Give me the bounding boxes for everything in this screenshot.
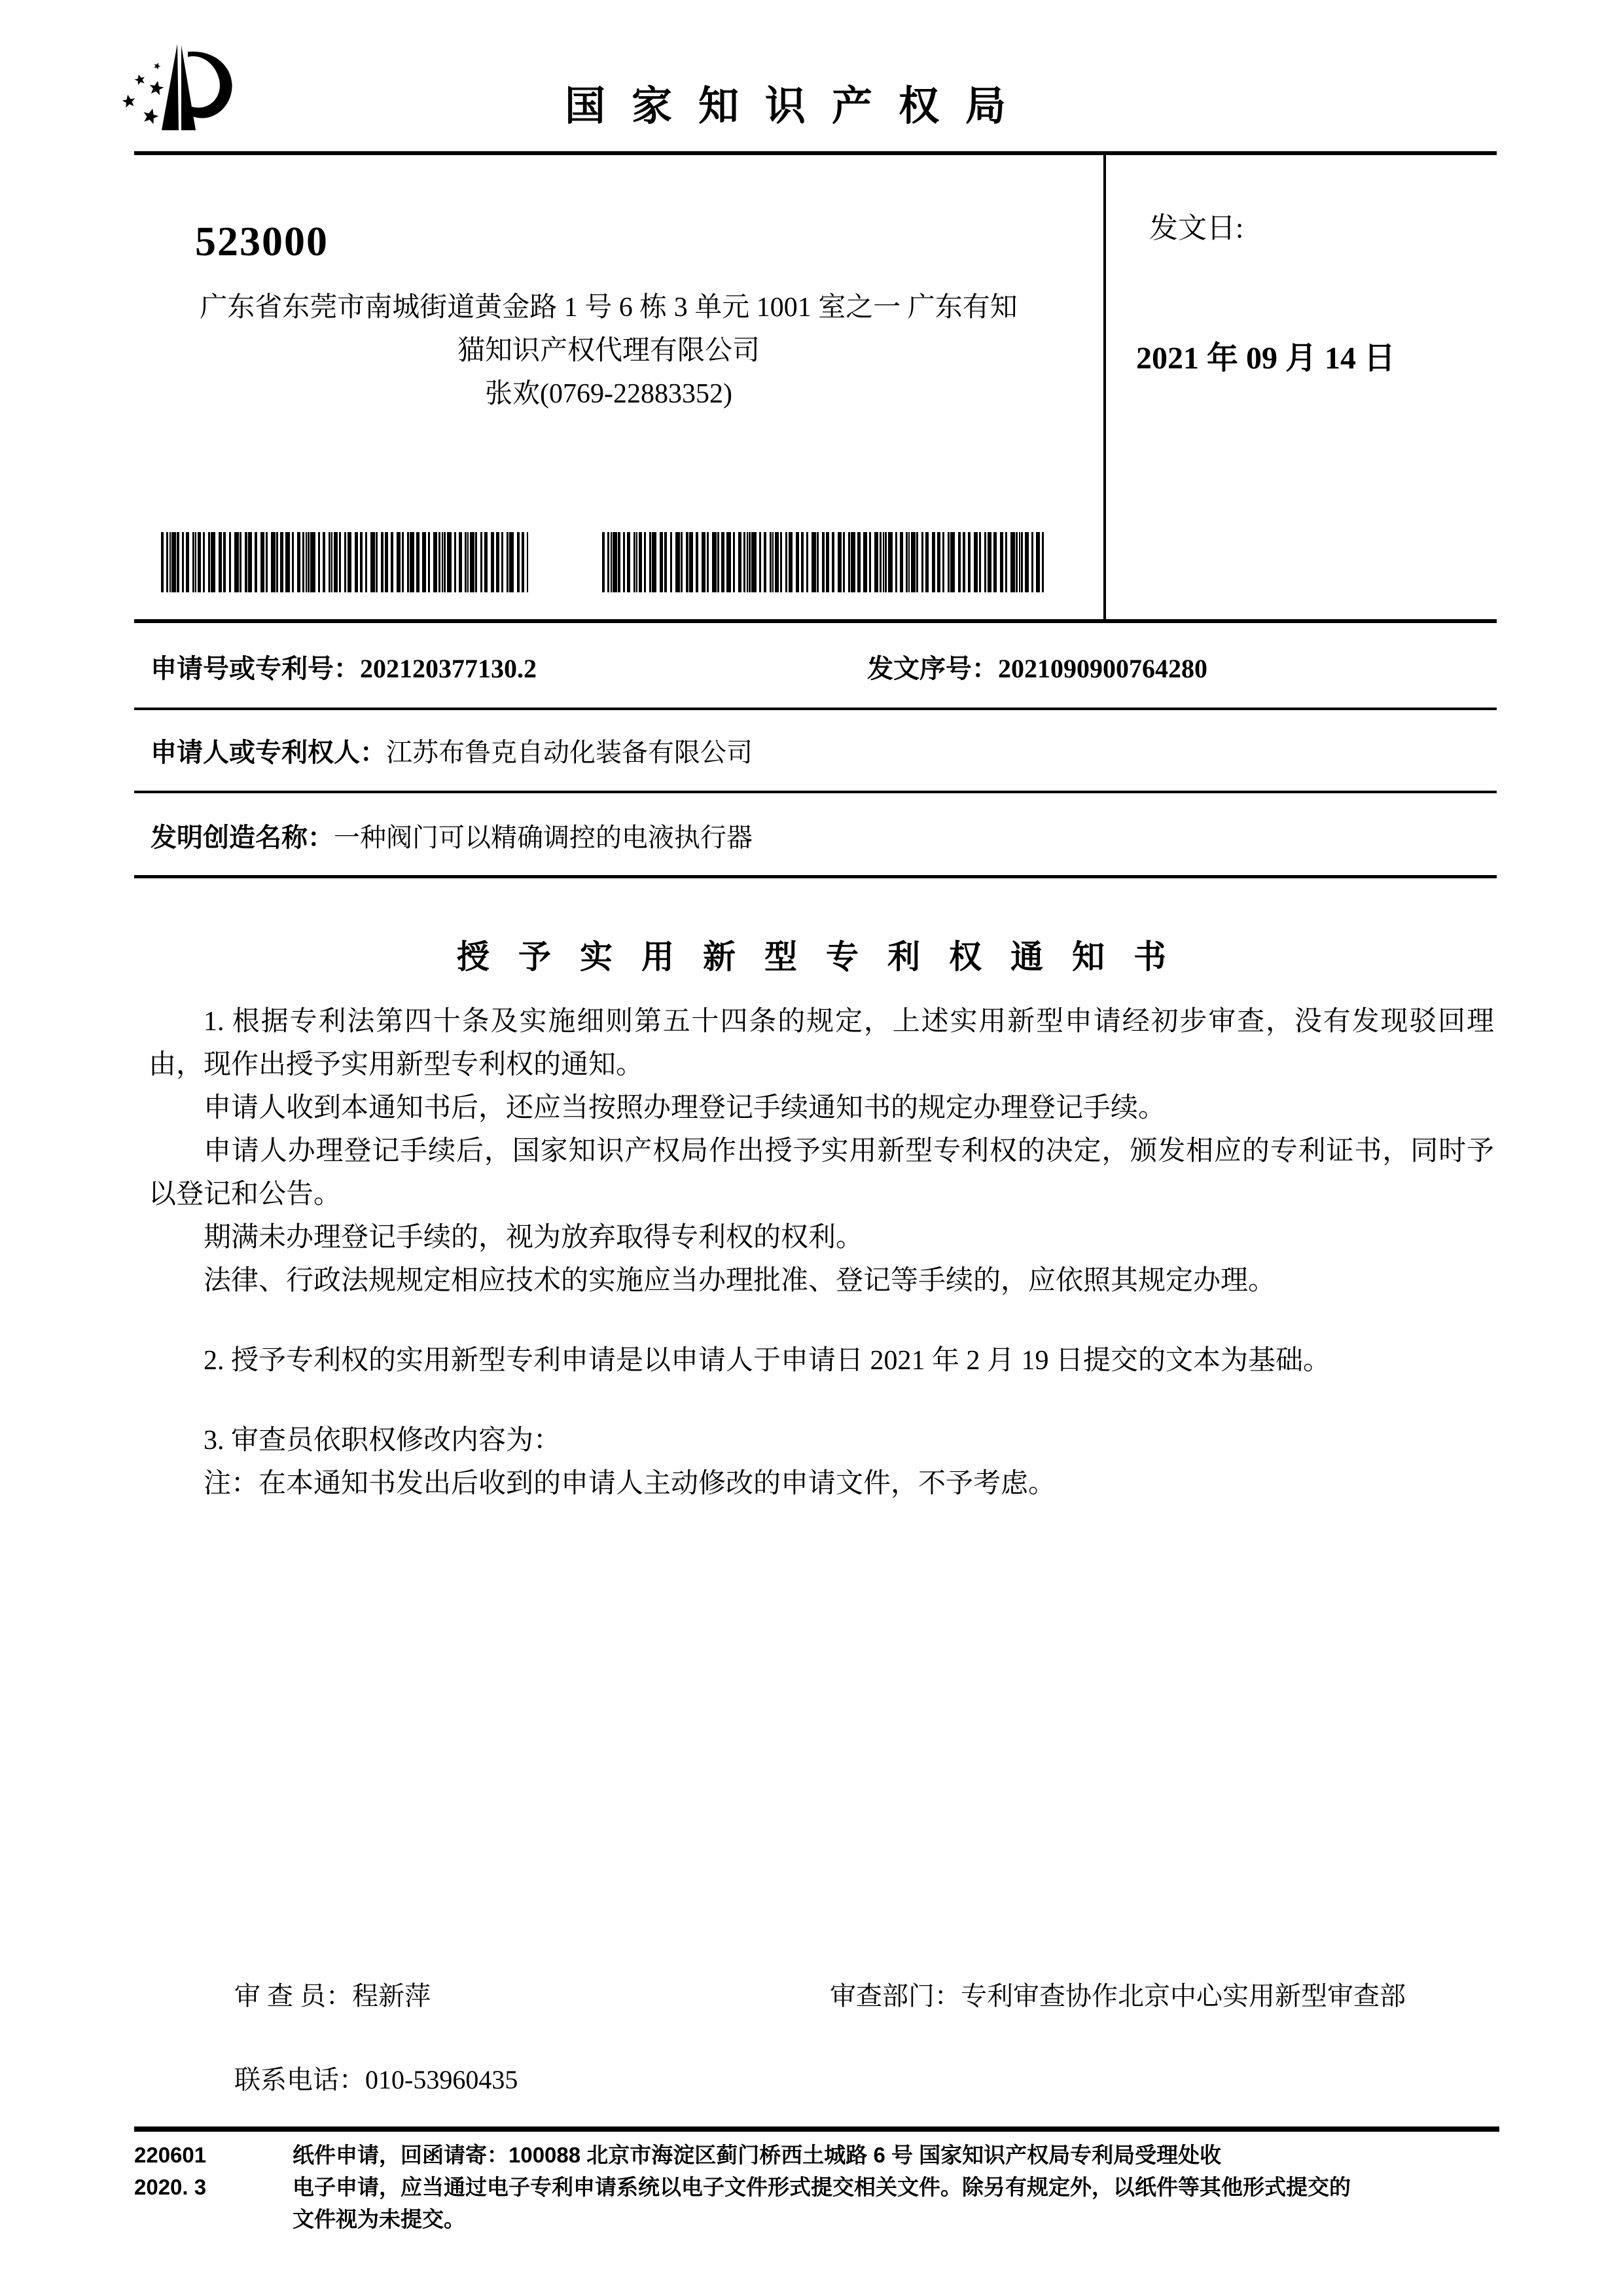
contact-phone-value: 010-53960435 [365,2065,518,2094]
footer-line-1: 纸件申请，回函请寄：100088 北京市海淀区蓟门桥西土城路 6 号 国家知识产权局专利局受理处收 [293,2143,1222,2167]
row1-rule [134,708,1497,710]
form-code: 220601 [134,2143,207,2167]
recipient-contact: 张欢(0769-22883352) [485,379,732,409]
date-box-divider [1103,151,1106,620]
application-number-value: 202120377130.2 [360,654,537,683]
row2-rule [134,791,1497,793]
footer-line-2: 电子申请，应当通过电子专利申请系统以电子文件形式提交相关文件。除另有规定外，以纸件等其他形式提交的 [293,2175,1351,2199]
contact-phone [234,2059,518,2096]
serial-number-value: 2021090900764280 [998,654,1207,683]
department-name: 专利审查协作北京中心实用新型审查部 [961,1981,1406,2011]
department [830,1975,1406,2013]
paragraph-1: 1. 根据专利法第四十条及实施细则第五十四条的规定，上述实用新型申请经初步审查，没有发现驳回理由，现作出授予实用新型专利权的通知。 [149,1007,1494,1080]
serial-number-label: 发文序号： [867,654,998,683]
footer-spacer [134,2203,293,2235]
postal-code: 523000 [195,218,329,264]
invention-value: 一种阀门可以精确调控的电液执行器 [334,823,753,852]
applicant-label: 申请人或专利权人： [151,738,386,767]
invention-label: 发明创造名称： [151,823,334,852]
header-rule [134,151,1497,155]
recipient-address-line1: 广东省东莞市南城街道黄金路 1 号 6 栋 3 单元 1001 室之一 广东有知 [200,293,1018,323]
paragraph-5: 法律、行政法规规定相应技术的实施应当办理批准、登记等手续的，应依照其规定办理。 [204,1266,1276,1296]
issue-date-label: 发文日: [1149,212,1244,244]
serial-number [867,648,1207,685]
agency-title: 国家知识产权局 [564,84,1032,129]
department-label: 审查部门： [830,1981,961,2011]
issue-date-value: 2021 年 09 月 14 日 [1136,341,1396,376]
recipient-address-block [151,287,1067,415]
invention-row [151,817,1495,854]
notice-body [149,1000,1494,1505]
applicant-row [151,732,1495,769]
paragraph-8: 注：在本通知书发出后收到的申请人主动修改的申请文件，不予考虑。 [204,1469,1056,1499]
footer-rule [134,2126,1499,2132]
paragraph-4: 期满未办理登记手续的，视为放弃取得专利权的权利。 [204,1223,864,1253]
paragraph-2: 申请人收到本通知书后，还应当按照办理登记手续通知书的规定办理登记手续。 [204,1093,1166,1123]
applicant-value: 江苏布鲁克自动化装备有限公司 [386,738,753,767]
paragraph-3: 申请人办理登记手续后，国家知识产权局作出授予实用新型专利权的决定，颁发相应的专利证书，同时予以登记和公告。 [149,1136,1494,1210]
examiner [234,1975,431,2013]
application-number-label: 申请号或专利号： [151,654,360,683]
form-footer [134,2139,1502,2235]
footer-line-3: 文件视为未提交。 [293,2207,465,2231]
paragraph-6: 2. 授予专利权的实用新型专利申请是以申请人于申请日 2021 年 2 月 19 日提交的文本为基础。 [204,1346,1331,1376]
contact-phone-label: 联系电话： [234,2065,365,2094]
application-number-row [151,648,1495,685]
paragraph-7: 3. 审查员依职权修改内容为： [204,1426,562,1456]
examiner-name: 程新萍 [352,1981,431,2011]
notice-title: 授予实用新型专利权通知书 [457,939,1195,975]
recipient-address-line2: 猫知识产权代理有限公司 [457,336,760,366]
row3-rule [134,875,1497,878]
examiner-label: 审 查 员： [234,1981,352,2011]
barcode-left [161,532,528,592]
barcode-right [602,532,1044,592]
barcode-rule [134,619,1497,623]
form-version: 2020. 3 [134,2175,207,2199]
